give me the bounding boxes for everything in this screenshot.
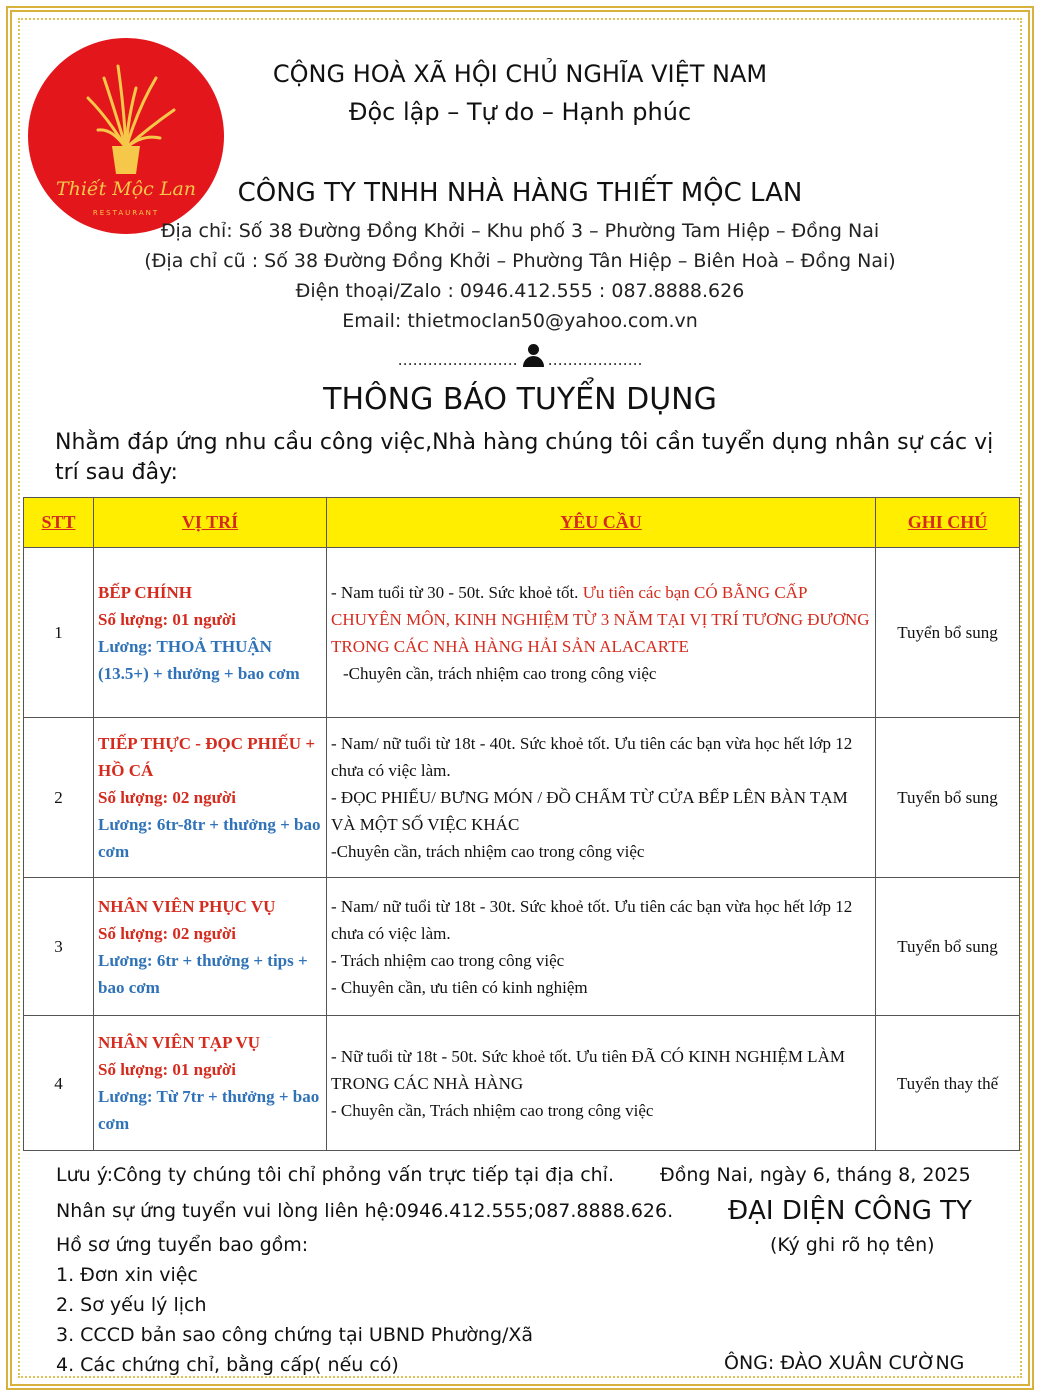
representative-instruction: (Ký ghi rõ họ tên) (770, 1234, 935, 1256)
table-row (24, 878, 1020, 1016)
docs-item: 2. Sơ yếu lý lịch (56, 1294, 207, 1316)
table-header-row (24, 498, 1020, 548)
docs-item: 1. Đơn xin việc (56, 1264, 198, 1286)
company-email: Email: thietmoclan50@yahoo.com.vn (342, 310, 698, 332)
requirement-highlight: Ưu tiên các bạn CÓ BẰNG CẤP CHUYÊN MÔN, KINH NGHIỆM TỪ 3 NĂM TẠI VỊ TRÍ TƯƠNG ĐƯƠNG TRONG CÁC NHÀ HÀNG HẢI SẢN ALACARTE (331, 582, 870, 656)
company-name: CÔNG TY TNHH NHÀ HÀNG THIẾT MỘC LAN (237, 178, 803, 208)
person-icon (522, 344, 544, 368)
requirement-line: - Trách nhiệm cao trong công việc (331, 950, 565, 970)
row-note: Tuyển bổ sung (876, 718, 1020, 878)
position-quantity: Số lượng: 01 người (98, 609, 236, 629)
requirement-lead: - Nam/ nữ tuổi từ 18t - 30t. Sức khoẻ tốt. Ưu tiên các bạn vừa học hết lớp 12 chưa có việc làm. (331, 896, 853, 943)
footer-contact: Nhân sự ứng tuyển vui lòng liên hệ:0946.412.555;087.8888.626. (56, 1200, 674, 1222)
table-row (24, 548, 1020, 718)
requirement-lead: - Nam tuổi từ 30 - 50t. Sức khoẻ tốt. (331, 582, 579, 602)
position-quantity: Số lượng: 02 người (98, 923, 236, 943)
position-title: NHÂN VIÊN TẠP VỤ (98, 1033, 261, 1052)
row-note: Tuyển thay thế (876, 1016, 1020, 1151)
requirement-line: - ĐỌC PHIẾU/ BƯNG MÓN / ĐỒ CHẤM TỪ CỬA BẾP LÊN BÀN TẠM VÀ MỘT SỐ VIỆC KHÁC (331, 788, 848, 834)
position-salary: Lương: Từ 7tr + thưởng + bao cơm (98, 1087, 320, 1133)
national-title: CỘNG HOÀ XÃ HỘI CHỦ NGHĨA VIỆT NAM (272, 60, 768, 88)
row-requirements (327, 718, 876, 878)
docs-item: 3. CCCD bản sao công chứng tại UBND Phường/Xã (56, 1324, 534, 1346)
page-title: THÔNG BÁO TUYỂN DỤNG (323, 382, 717, 417)
row-note: Tuyển bổ sung (876, 548, 1020, 718)
requirement-line: - Chuyên cần, Trách nhiệm cao trong công việc (331, 1100, 654, 1120)
row-stt: 4 (24, 1016, 94, 1151)
signing-date: Đồng Nai, ngày 6, tháng 8, 2025 (660, 1164, 971, 1186)
company-address: Địa chỉ: Số 38 Đường Đồng Khởi – Khu phố 3 – Phường Tam Hiệp – Đồng Nai (160, 220, 880, 242)
header-note: GHI CHÚ (876, 498, 1020, 548)
row-stt: 1 (24, 548, 94, 718)
row-position (94, 548, 327, 718)
representative-title: ĐẠI DIỆN CÔNG TY (728, 1196, 972, 1226)
position-title: BẾP CHÍNH (98, 582, 192, 602)
table-row (24, 718, 1020, 878)
row-stt: 3 (24, 878, 94, 1016)
table-row (24, 1016, 1020, 1151)
logo-subtitle: RESTAURANT (92, 209, 160, 217)
divider-right: ………………. (547, 351, 643, 369)
row-position (94, 718, 327, 878)
position-salary: Lương: 6tr-8tr + thưởng + bao cơm (98, 815, 321, 861)
company-phone: Điện thoại/Zalo : 0946.412.555 : 087.8888.626 (295, 280, 745, 302)
position-title: TIẾP THỰC - ĐỌC PHIẾU + HỒ CÁ (98, 734, 316, 780)
position-salary: Lương: THOẢ THUẬN (13.5+) + thưởng + bao cơm (98, 636, 300, 683)
row-position (94, 878, 327, 1016)
row-requirements (327, 1016, 876, 1151)
docs-item: 4. Các chứng chỉ, bằng cấp( nếu có) (56, 1354, 399, 1376)
divider (0, 344, 1040, 369)
row-requirements (327, 548, 876, 718)
position-title: NHÂN VIÊN PHỤC VỤ (98, 896, 276, 916)
docs-title: Hồ sơ ứng tuyển bao gồm: (56, 1234, 309, 1256)
header-requirements: YÊU CẦU (327, 498, 876, 548)
row-position (94, 1016, 327, 1151)
footer-note: Lưu ý:Công ty chúng tôi chỉ phỏng vấn trực tiếp tại địa chỉ. (56, 1164, 614, 1186)
divider-left: …………………… (397, 351, 518, 369)
requirement-lead: - Nữ tuổi từ 18t - 50t. Sức khoẻ tốt. Ưu tiên ĐÃ CÓ KINH NGHIỆM LÀM TRONG CÁC NHÀ HÀNG (331, 1046, 845, 1093)
row-requirements (327, 878, 876, 1016)
logo-name: Thiết Mộc Lan (55, 178, 197, 200)
company-old-address: (Địa chỉ cũ : Số 38 Đường Đồng Khởi – Phường Tân Hiệp – Biên Hoà – Đồng Nai) (144, 250, 896, 272)
position-quantity: Số lượng: 01 người (98, 1060, 236, 1079)
row-note: Tuyển bổ sung (876, 878, 1020, 1016)
position-salary: Lương: 6tr + thưởng + tips + bao cơm (98, 950, 308, 997)
requirement-line: - Chuyên cần, ưu tiên có kinh nghiệm (331, 977, 588, 997)
job-table (23, 497, 1020, 1151)
requirement-line: -Chuyên cần, trách nhiệm cao trong công việc (343, 663, 657, 683)
national-motto: Độc lập – Tự do – Hạnh phúc (348, 98, 692, 126)
position-quantity: Số lượng: 02 người (98, 788, 236, 807)
header-position: VỊ TRÍ (94, 498, 327, 548)
header-stt: STT (24, 498, 94, 548)
row-stt: 2 (24, 718, 94, 878)
intro-text: Nhằm đáp ứng nhu cầu công việc,Nhà hàng chúng tôi cần tuyển dụng nhân sự các vị trí sau đây: (55, 430, 994, 485)
requirement-lead: - Nam/ nữ tuổi từ 18t - 40t. Sức khoẻ tốt. Ưu tiên các bạn vừa học hết lớp 12 chưa có việc làm. (331, 734, 853, 780)
requirement-line: -Chuyên cần, trách nhiệm cao trong công việc (331, 842, 645, 861)
representative-name: ÔNG: ĐÀO XUÂN CƯỜNG (724, 1352, 965, 1374)
